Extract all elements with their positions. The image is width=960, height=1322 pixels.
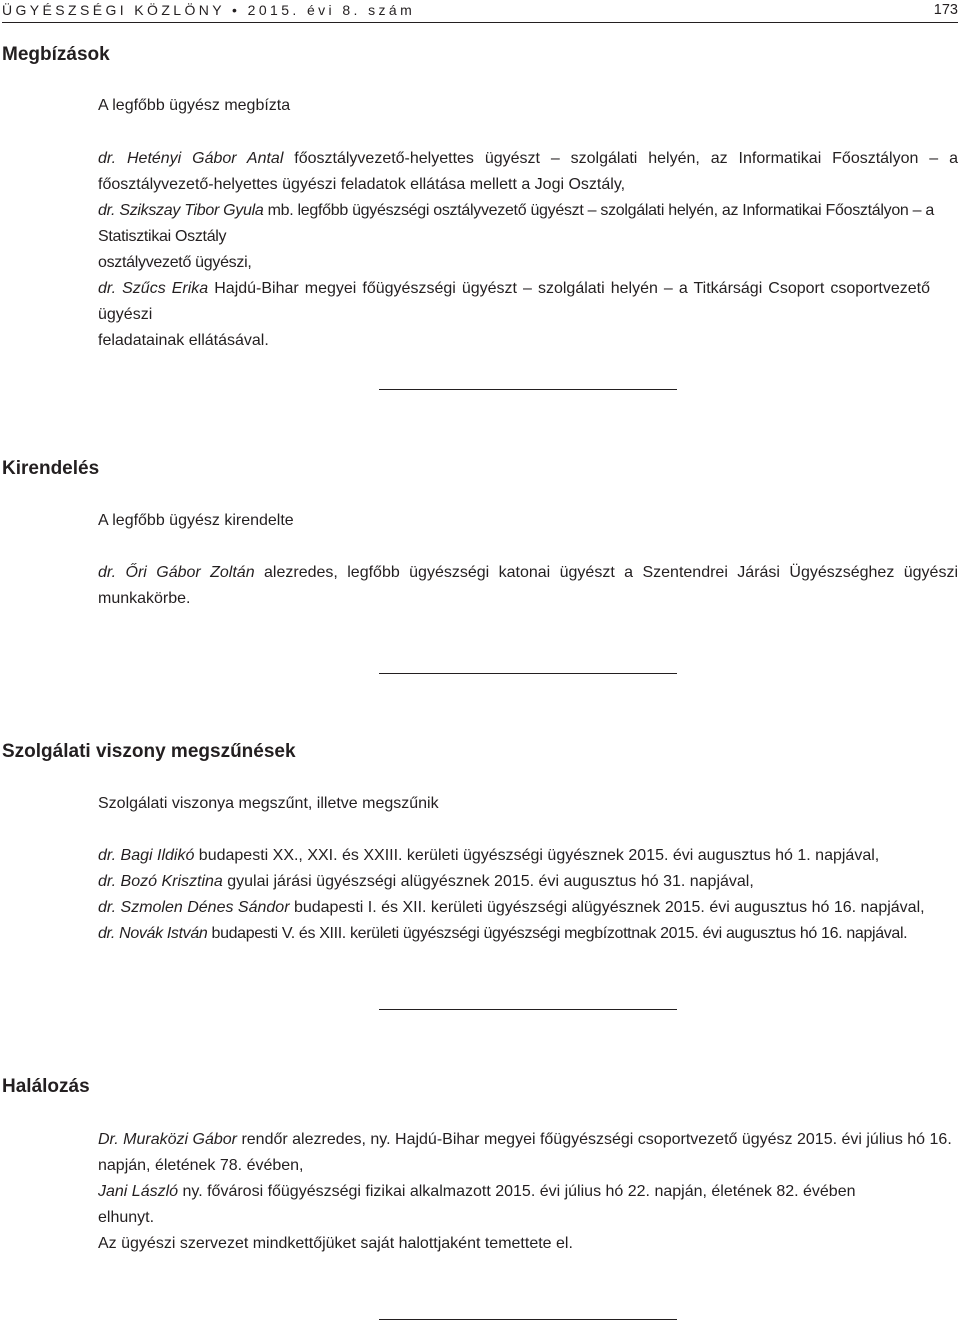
prefix: dr. <box>98 202 120 219</box>
paragraph-text-line3: feladatainak ellátásával. <box>98 332 269 349</box>
journal-title: ÜGYÉSZSÉGI KÖZLÖNY • 2015. évi 8. szám <box>2 2 416 18</box>
person-name: Bagi Ildikó <box>120 847 195 864</box>
paragraph-text: rendőr alezredes, ny. Hajdú-Bihar megyei főügyészségi csoportvezető ügyész 2015. évi július hó 16. napján, életének 78. évében, <box>98 1131 952 1174</box>
section-divider <box>379 1009 677 1010</box>
item-text: budapesti I. és XII. kerületi ügyészségi alügyésznek 2015. évi augusztus hó 16. napjával, <box>289 899 925 916</box>
paragraph-ori <box>98 560 958 612</box>
paragraph-text: Hajdú-Bihar megyei főügyészségi ügyészt – szolgálati helyén – a Titkársági Csoport csoportvezető ügyészi <box>98 280 930 323</box>
paragraph-text: főosztályvezető-helyettes ügyészt – szolgálati helyén, az Informatikai Főosztályon – a főosztályvezető-helyettes ügyészi feladatok ellátása mellett a Jogi Osztály, <box>98 150 958 193</box>
person-name: Novák István <box>119 925 208 942</box>
paragraph-text: ny. fővárosi főügyészségi fizikai alkalmazott 2015. évi július hó 22. napján, életének 82. évében elhunyt. <box>98 1183 856 1226</box>
section-divider <box>379 1319 677 1320</box>
paragraph-text: mb. legfőbb ügyészségi osztályvezető ügyészt – szolgálati helyén, az Informatikai Főosztályon – a Statisztikai Osztály <box>98 202 934 245</box>
paragraph-text-line3: osztályvezető ügyészi, <box>98 254 252 271</box>
person-name: Dr. Muraközi Gábor <box>98 1131 237 1148</box>
item-text: budapesti V. és XIII. kerületi ügyészségi ügyészségi megbízottnak 2015. évi augusztus hó 16. napjával. <box>207 925 908 942</box>
section-divider <box>379 389 677 390</box>
paragraph-jani <box>98 1179 898 1231</box>
subheading-megszunt: Szolgálati viszonya megszűnt, illetve megszűnik <box>98 795 439 812</box>
section-heading-kirendeles: Kirendelés <box>2 458 100 479</box>
person-name: Szikszay Tibor Gyula <box>119 202 264 219</box>
prefix: dr. <box>98 564 126 581</box>
page-number: 173 <box>933 2 958 18</box>
section-heading-szolgalati: Szolgálati viszony megszűnések <box>2 741 296 762</box>
prefix: dr. <box>98 899 121 916</box>
paragraph-szucs <box>98 276 958 354</box>
item-text: gyulai járási ügyészségi alügyésznek 2015. évi augusztus hó 31. napjával, <box>222 873 754 890</box>
closing-text: Az ügyészi szervezet mindkettőjüket saját halottjaként temettete el. <box>98 1235 573 1252</box>
person-name: Hetényi Gábor Antal <box>126 150 284 167</box>
person-name: Bozó Krisztina <box>120 873 223 890</box>
prefix: dr. <box>98 847 121 864</box>
prefix: dr. <box>98 280 123 297</box>
paragraph-hetenyi <box>98 146 958 198</box>
header-rule <box>2 22 958 23</box>
person-name: Jani László <box>98 1183 179 1200</box>
list-item-szmolen <box>98 895 958 921</box>
person-name: Szűcs Erika <box>122 280 209 297</box>
prefix: dr. <box>98 925 120 942</box>
paragraph-text: alezredes, legfőbb ügyészségi katonai ügyészt a Szentendrei Járási Ügyészséghez ügyészi munkakörbe. <box>98 564 958 607</box>
section-divider <box>379 673 677 674</box>
page-header <box>2 0 958 24</box>
prefix: dr. <box>98 150 127 167</box>
item-text: budapesti XX., XXI. és XXIII. kerületi ügyészségi ügyésznek 2015. évi augusztus hó 1. napjával, <box>194 847 880 864</box>
prefix: dr. <box>98 873 121 890</box>
paragraph-szikszay <box>98 198 958 276</box>
person-name: Szmolen Dénes Sándor <box>120 899 290 916</box>
section-heading-megbizasok: Megbízások <box>2 44 110 65</box>
list-item-bagi <box>98 843 958 869</box>
person-name: Őri Gábor Zoltán <box>125 564 255 581</box>
paragraph-murakozi <box>98 1127 958 1179</box>
list-item-novak <box>98 921 958 947</box>
subheading-megbizta: A legfőbb ügyész megbízta <box>98 97 291 114</box>
section-heading-halalozas: Halálozás <box>2 1076 90 1097</box>
list-item-bozo <box>98 869 958 895</box>
subheading-kirendelte: A legfőbb ügyész kirendelte <box>98 512 294 529</box>
